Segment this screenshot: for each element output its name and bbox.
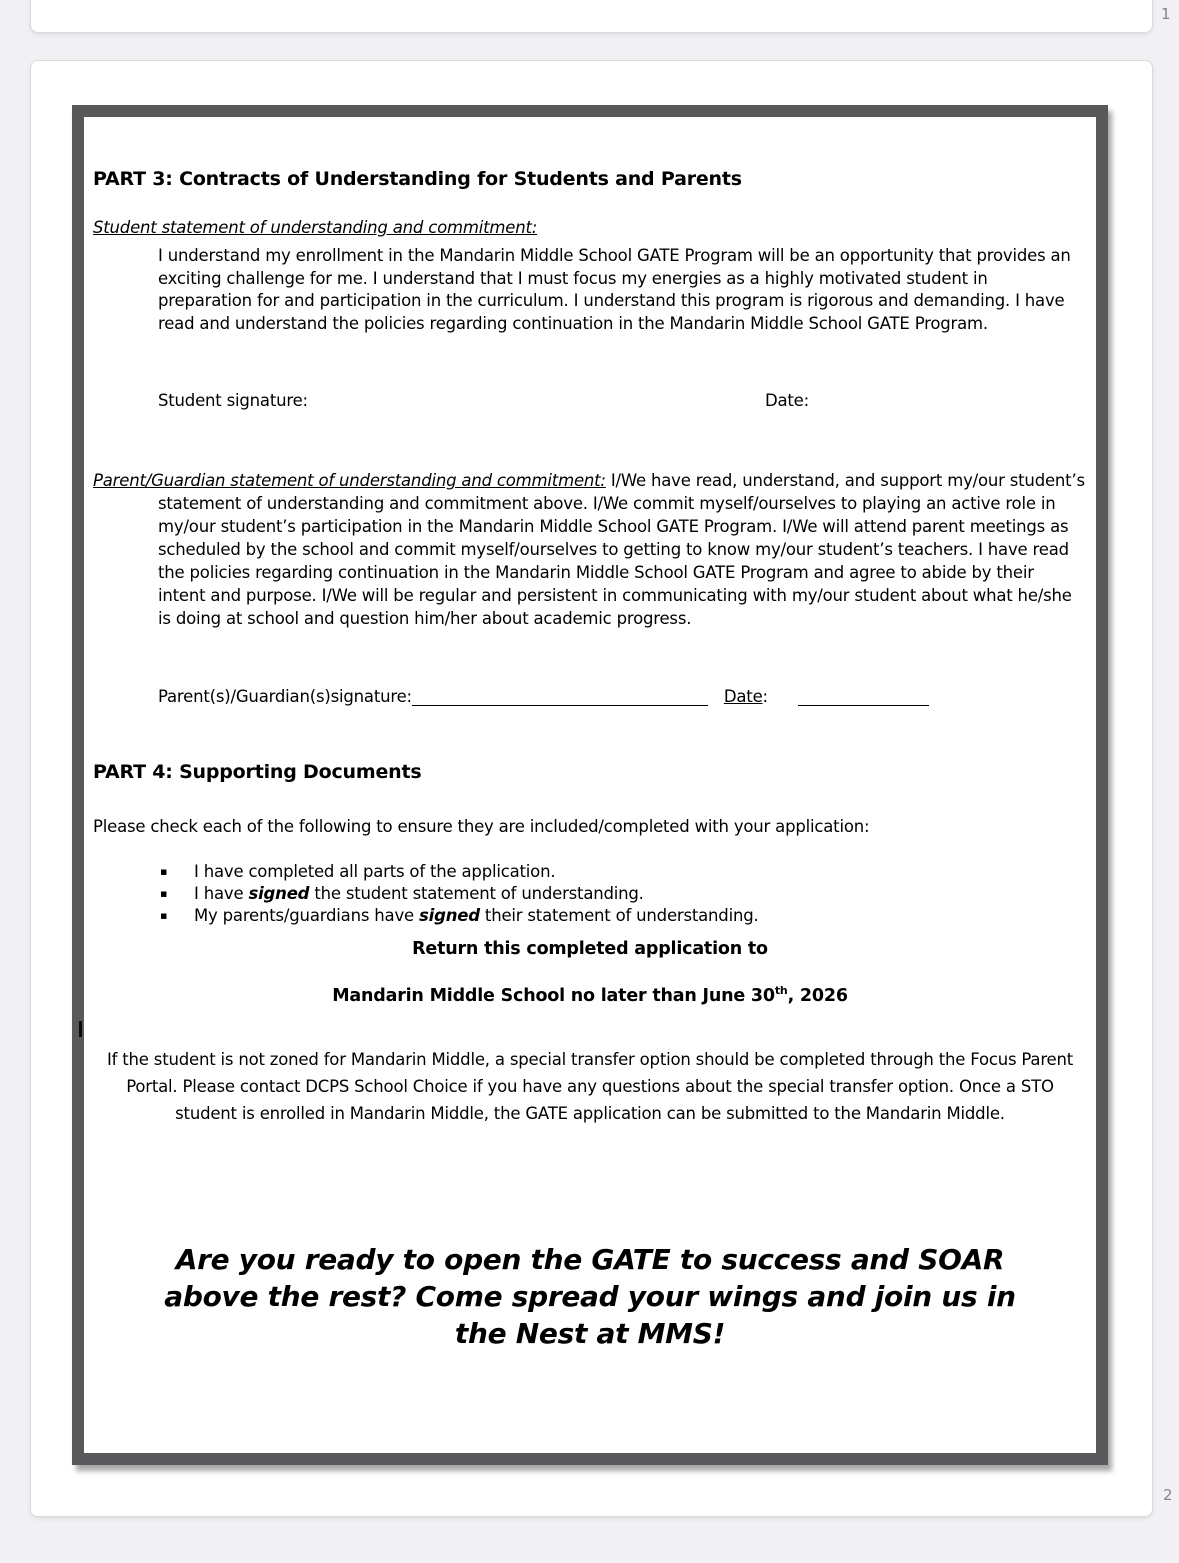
square-bullet-icon: ▪ xyxy=(160,887,168,900)
return-line2-lead: Mandarin Middle School no later than xyxy=(332,985,703,1006)
closing-line: the Nest at MMS! xyxy=(454,1317,726,1350)
student-date-label: Date: xyxy=(765,391,809,410)
page-number-2: 2 xyxy=(1163,1486,1173,1504)
document-content xyxy=(84,117,1096,1453)
parent-statement-text: I/We have read, understand, and support my/our student’s statement of understanding and commitment above. I/We commit myself/ourselves to playing an active role in my/our student’s participation in the Mandarin Middle School GATE Program. I/We will attend parent meetings as scheduled by the school and commit myself/ourselves to getting to know my/our student’s teachers. I have read the policies regarding continuation in the Mandarin Middle School GATE Program and agree to abide by their intent and purpose. I/We will be regular and persistent in communicating with my/our student about what he/she is doing at school and question him/her about academic progress. xyxy=(158,471,1085,628)
parent-date-label xyxy=(724,687,768,706)
checklist-item-bold: signed xyxy=(419,906,480,925)
checklist-item xyxy=(160,883,759,905)
return-line2-ordinal: th xyxy=(774,984,788,997)
return-line2-date: June 30 xyxy=(702,985,775,1006)
part3-title: PART 3: Contracts of Understanding for Students and Parents xyxy=(93,168,742,190)
checklist-item-text: I have completed all parts of the application. xyxy=(194,862,556,881)
parent-statement-heading: Parent/Guardian statement of understanding and commitment: xyxy=(93,471,606,490)
part4-intro: Please check each of the following to ensure they are included/completed with your application: xyxy=(93,817,870,836)
checklist-item xyxy=(160,905,759,927)
square-bullet-icon: ▪ xyxy=(160,909,168,922)
page-2 xyxy=(30,60,1153,1517)
page-1-bottom xyxy=(30,0,1153,33)
parent-signature-label: Parent(s)/Guardian(s)signature: xyxy=(158,687,412,706)
square-bullet-icon: ▪ xyxy=(160,865,168,878)
checklist xyxy=(160,861,759,927)
parent-signature-line xyxy=(412,687,708,706)
checklist-item-text: My parents/guardians have xyxy=(194,906,420,925)
parent-date-line xyxy=(798,687,929,706)
return-instruction-line2 xyxy=(84,984,1096,1006)
return-instruction-line1: Return this completed application to xyxy=(412,939,768,959)
parent-date-colon: : xyxy=(762,687,768,706)
checklist-item xyxy=(160,861,759,883)
return-line2-year: , 2026 xyxy=(787,985,848,1006)
parent-statement-paragraph xyxy=(93,469,1085,630)
parent-signature-row xyxy=(158,684,929,706)
student-signature-row xyxy=(158,391,1087,413)
closing-line: above the rest? Come spread your wings and join us in xyxy=(164,1280,1016,1313)
transfer-option-note: If the student is not zoned for Mandarin Middle, a special transfer option should be completed through the Focus Parent Portal. Please contact DCPS School Choice if you have any questions about the special transfer option. Once a STO student is enrolled in Mandarin Middle, the GATE application can be submitted to the Mandarin Middle. xyxy=(106,1050,1074,1123)
checklist-item-text: their statement of understanding. xyxy=(479,906,759,925)
student-signature-label: Student signature: xyxy=(158,391,308,410)
student-statement-paragraph: I understand my enrollment in the Mandarin Middle School GATE Program will be an opportunity that provides an exciting challenge for me. I understand that I must focus my energies as a highly motivated student in preparation for and participation in the curriculum. I understand this program is rigorous and demanding. I have read and understand the policies regarding continuation in the Mandarin Middle School GATE Program. xyxy=(158,246,1071,333)
text-cursor-mark xyxy=(79,1021,82,1037)
page-number-1: 1 xyxy=(1161,5,1171,23)
parent-date-word: Date xyxy=(723,687,763,706)
closing-message xyxy=(84,1241,1096,1352)
closing-line: Are you ready to open the GATE to success and SOAR xyxy=(175,1243,1005,1276)
document-border-frame xyxy=(72,105,1108,1465)
checklist-item-bold: signed xyxy=(248,884,310,903)
checklist-item-text: the student statement of understanding. xyxy=(309,884,644,903)
part4-title: PART 4: Supporting Documents xyxy=(93,761,422,783)
checklist-item-text: I have xyxy=(194,884,249,903)
student-statement-heading: Student statement of understanding and commitment: xyxy=(93,218,538,237)
